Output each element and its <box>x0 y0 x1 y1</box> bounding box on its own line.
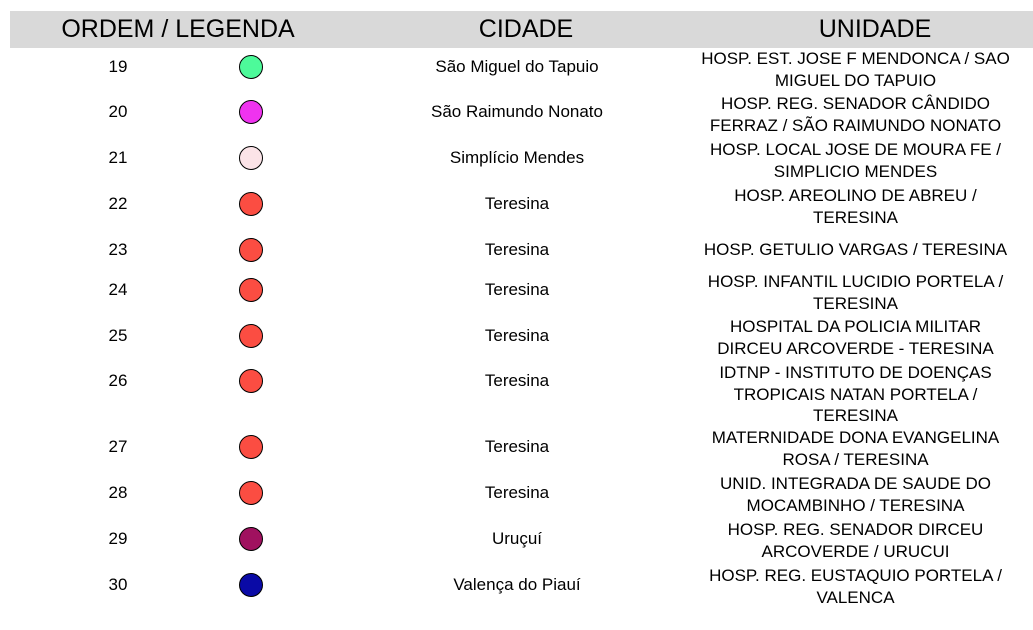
legend-color-dot <box>239 481 263 505</box>
row-unit-line: MATERNIDADE DONA EVANGELINA <box>711 428 1000 447</box>
row-city: Teresina <box>484 280 550 299</box>
row-unit-line: MIGUEL DO TAPUIO <box>774 70 937 90</box>
row-order-number: 21 <box>108 148 128 167</box>
row-unit-line: SIMPLICIO MENDES <box>773 161 938 181</box>
row-city: São Miguel do Tapuio <box>435 57 599 76</box>
row-unit-line: TERESINA <box>812 293 899 313</box>
legend-color-dot <box>239 573 263 597</box>
row-unit <box>678 316 1033 359</box>
row-city: Simplício Mendes <box>449 148 585 167</box>
row-unit-line: MOCAMBINHO / TERESINA <box>746 495 965 515</box>
row-order-number: 19 <box>108 57 128 76</box>
row-unit-line: TROPICAIS NATAN PORTELA / <box>733 384 978 404</box>
row-order-number: 23 <box>108 240 128 259</box>
row-unit <box>678 565 1033 608</box>
row-unit-line: HOSP. REG. EUSTAQUIO PORTELA / <box>709 566 1002 585</box>
row-unit-line: TERESINA <box>812 406 899 425</box>
row-order-number: 20 <box>108 102 128 121</box>
legend-color-dot <box>239 435 263 459</box>
row-city: Teresina <box>484 240 550 259</box>
row-unit <box>678 427 1033 470</box>
row-unit-line: HOSP. REG. SENADOR DIRCEU <box>727 520 984 539</box>
row-unit <box>678 519 1033 562</box>
row-unit-line: ARCOVERDE / URUCUI <box>761 541 950 561</box>
row-unit-line: HOSPITAL DA POLICIA MILITAR <box>730 317 981 336</box>
legend-color-dot <box>239 192 263 216</box>
row-unit <box>678 93 1033 136</box>
header-cidade: CIDADE <box>478 15 574 43</box>
row-order-number: 24 <box>108 280 128 299</box>
header-unidade: UNIDADE <box>818 15 932 43</box>
row-order-number: 26 <box>108 371 128 390</box>
row-unit-line: HOSP. EST. JOSE F MENDONCA / SAO <box>701 49 1010 68</box>
row-city: Uruçuí <box>491 529 543 548</box>
row-unit <box>678 271 1033 314</box>
row-order-number: 25 <box>108 326 128 345</box>
row-unit-line: HOSP. GETULIO VARGAS / TERESINA <box>703 240 1008 259</box>
row-unit <box>678 473 1033 516</box>
row-order-number: 28 <box>108 483 128 502</box>
legend-color-dot <box>239 100 263 124</box>
legend-color-dot <box>239 146 263 170</box>
legend-color-dot <box>239 238 263 262</box>
row-unit <box>678 185 1033 228</box>
row-city: Teresina <box>484 194 550 213</box>
row-city: São Raimundo Nonato <box>430 102 603 121</box>
legend-color-dot <box>239 324 263 348</box>
row-unit-line: UNID. INTEGRADA DE SAUDE DO <box>719 474 992 493</box>
legend-color-dot <box>239 55 263 79</box>
row-unit <box>678 362 1033 427</box>
row-order-number: 22 <box>108 194 128 213</box>
row-city: Teresina <box>484 326 550 345</box>
row-unit-line: HOSP. REG. SENADOR CÂNDIDO <box>721 94 990 113</box>
legend-color-dot <box>239 369 263 393</box>
table-header <box>10 11 1033 48</box>
header-ordem-legenda: ORDEM / LEGENDA <box>61 15 295 43</box>
legend-color-dot <box>239 527 263 551</box>
row-unit-line: DIRCEU ARCOVERDE - TERESINA <box>717 338 994 358</box>
row-order-number: 30 <box>108 575 128 594</box>
row-unit-line: ROSA / TERESINA <box>782 449 929 469</box>
row-unit-line: HOSP. INFANTIL LUCIDIO PORTELA / <box>707 272 1004 291</box>
row-city: Teresina <box>484 483 550 502</box>
row-unit <box>678 139 1033 182</box>
row-order-number: 29 <box>108 529 128 548</box>
legend-color-dot <box>239 278 263 302</box>
row-order-number: 27 <box>108 437 128 456</box>
row-unit-line: FERRAZ / SÃO RAIMUNDO NONATO <box>709 115 1002 135</box>
row-unit-line: HOSP. AREOLINO DE ABREU / <box>734 186 977 205</box>
row-unit <box>678 48 1033 91</box>
row-unit-line: IDTNP - INSTITUTO DE DOENÇAS <box>719 363 992 382</box>
row-city: Valença do Piauí <box>453 575 581 594</box>
row-unit-line: TERESINA <box>812 207 899 227</box>
row-unit <box>678 239 1033 261</box>
row-city: Teresina <box>484 371 550 390</box>
row-unit-line: HOSP. LOCAL JOSE DE MOURA FE / <box>710 140 1001 159</box>
row-city: Teresina <box>484 437 550 456</box>
row-unit-line: VALENCA <box>816 587 895 607</box>
